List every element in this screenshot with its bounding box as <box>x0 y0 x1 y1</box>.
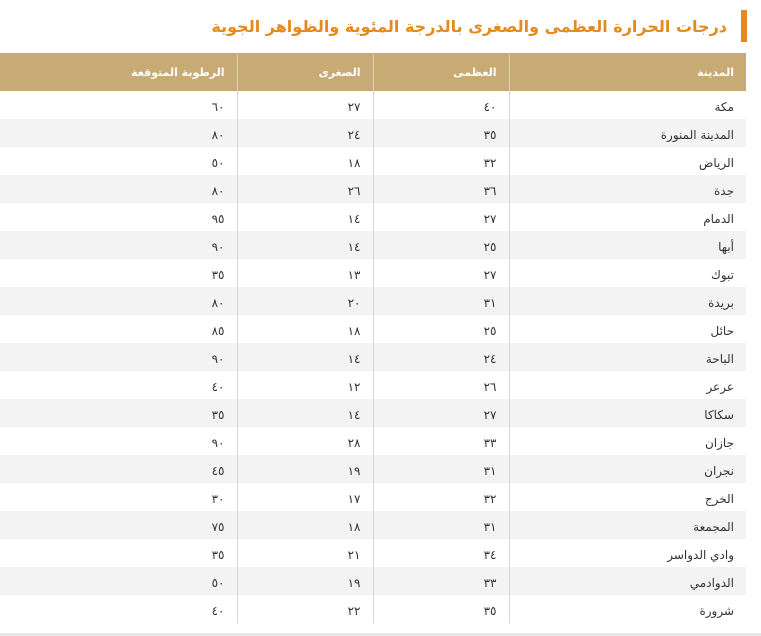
humidity-cell: ٧٥ <box>0 511 237 539</box>
city-cell: شرورة <box>509 595 746 623</box>
max-temp-cell: ٣١ <box>373 511 509 539</box>
city-cell: الدوادمي <box>509 567 746 595</box>
city-cell: أبها <box>509 231 746 259</box>
min-temp-cell: ١٩ <box>237 455 373 483</box>
humidity-cell: ٩٠ <box>0 231 237 259</box>
max-temp-cell: ٣٦ <box>373 175 509 203</box>
max-temp-cell: ٣٥ <box>373 595 509 623</box>
table-row <box>0 399 746 427</box>
max-temp-cell: ٣١ <box>373 287 509 315</box>
table-row <box>0 539 746 567</box>
max-temp-cell: ٢٥ <box>373 231 509 259</box>
humidity-cell: ٦٠ <box>0 91 237 119</box>
humidity-cell: ٨٠ <box>0 175 237 203</box>
header-min-temp: الصغرى <box>237 53 373 91</box>
min-temp-cell: ١٨ <box>237 147 373 175</box>
city-cell: سكاكا <box>509 399 746 427</box>
city-cell: المدينة المنورة <box>509 119 746 147</box>
max-temp-cell: ٣٢ <box>373 147 509 175</box>
table-row <box>0 567 746 595</box>
table-row <box>0 595 746 623</box>
city-cell: الباحة <box>509 343 746 371</box>
header-max-temp: العظمى <box>373 53 509 91</box>
title-accent-bar <box>741 10 747 42</box>
humidity-cell: ٨٥ <box>0 315 237 343</box>
city-cell: حائل <box>509 315 746 343</box>
humidity-cell: ٤٠ <box>0 371 237 399</box>
table-row <box>0 315 746 343</box>
table-row <box>0 343 746 371</box>
city-cell: وادي الدواسر <box>509 539 746 567</box>
table-row <box>0 371 746 399</box>
header-city: المدينة <box>509 53 746 91</box>
humidity-cell: ٥٠ <box>0 567 237 595</box>
max-temp-cell: ٢٦ <box>373 371 509 399</box>
max-temp-cell: ٢٧ <box>373 203 509 231</box>
max-temp-cell: ٢٤ <box>373 343 509 371</box>
header-humidity: الرطوبة المتوقعة <box>0 53 237 91</box>
min-temp-cell: ١٢ <box>237 371 373 399</box>
min-temp-cell: ٢٨ <box>237 427 373 455</box>
city-cell: مكة <box>509 91 746 119</box>
humidity-cell: ٥٠ <box>0 147 237 175</box>
table-row <box>0 203 746 231</box>
max-temp-cell: ٢٧ <box>373 399 509 427</box>
table-row <box>0 231 746 259</box>
min-temp-cell: ١٨ <box>237 315 373 343</box>
max-temp-cell: ٢٥ <box>373 315 509 343</box>
table-row <box>0 483 746 511</box>
table-row <box>0 91 746 119</box>
min-temp-cell: ٢٦ <box>237 175 373 203</box>
city-cell: المجمعة <box>509 511 746 539</box>
humidity-cell: ٣٠ <box>0 483 237 511</box>
city-cell: الخرج <box>509 483 746 511</box>
min-temp-cell: ٢٤ <box>237 119 373 147</box>
city-cell: تبوك <box>509 259 746 287</box>
humidity-cell: ٩٠ <box>0 427 237 455</box>
min-temp-cell: ١٨ <box>237 511 373 539</box>
humidity-cell: ٩٠ <box>0 343 237 371</box>
min-temp-cell: ١٧ <box>237 483 373 511</box>
table-row <box>0 119 746 147</box>
city-cell: الرياض <box>509 147 746 175</box>
city-cell: عرعر <box>509 371 746 399</box>
humidity-cell: ٣٥ <box>0 259 237 287</box>
city-cell: جدة <box>509 175 746 203</box>
humidity-cell: ٨٠ <box>0 287 237 315</box>
max-temp-cell: ٣٣ <box>373 427 509 455</box>
city-cell: الدمام <box>509 203 746 231</box>
max-temp-cell: ٢٧ <box>373 259 509 287</box>
min-temp-cell: ٢٢ <box>237 595 373 623</box>
table-row <box>0 259 746 287</box>
table-row <box>0 511 746 539</box>
table-row <box>0 427 746 455</box>
min-temp-cell: ٢٧ <box>237 91 373 119</box>
weather-table <box>0 53 746 623</box>
humidity-cell: ٨٠ <box>0 119 237 147</box>
min-temp-cell: ٢٠ <box>237 287 373 315</box>
max-temp-cell: ٣٥ <box>373 119 509 147</box>
table-row <box>0 175 746 203</box>
min-temp-cell: ١٤ <box>237 399 373 427</box>
table-header-row <box>0 53 746 91</box>
city-cell: نجران <box>509 455 746 483</box>
humidity-cell: ٣٥ <box>0 539 237 567</box>
max-temp-cell: ٣٣ <box>373 567 509 595</box>
table-row <box>0 287 746 315</box>
min-temp-cell: ١٤ <box>237 343 373 371</box>
max-temp-cell: ٣١ <box>373 455 509 483</box>
page-title: درجات الحرارة العظمى والصغرى بالدرجة المئوية والظواهر الجوية <box>211 16 727 36</box>
min-temp-cell: ٢١ <box>237 539 373 567</box>
min-temp-cell: ١٤ <box>237 231 373 259</box>
max-temp-cell: ٣٤ <box>373 539 509 567</box>
table-row <box>0 147 746 175</box>
city-cell: بريدة <box>509 287 746 315</box>
section-header <box>211 10 747 42</box>
max-temp-cell: ٤٠ <box>373 91 509 119</box>
city-cell: جازان <box>509 427 746 455</box>
min-temp-cell: ١٤ <box>237 203 373 231</box>
table-row <box>0 455 746 483</box>
humidity-cell: ٣٥ <box>0 399 237 427</box>
humidity-cell: ٤٠ <box>0 595 237 623</box>
humidity-cell: ٩٥ <box>0 203 237 231</box>
min-temp-cell: ١٣ <box>237 259 373 287</box>
humidity-cell: ٤٥ <box>0 455 237 483</box>
min-temp-cell: ١٩ <box>237 567 373 595</box>
max-temp-cell: ٣٢ <box>373 483 509 511</box>
